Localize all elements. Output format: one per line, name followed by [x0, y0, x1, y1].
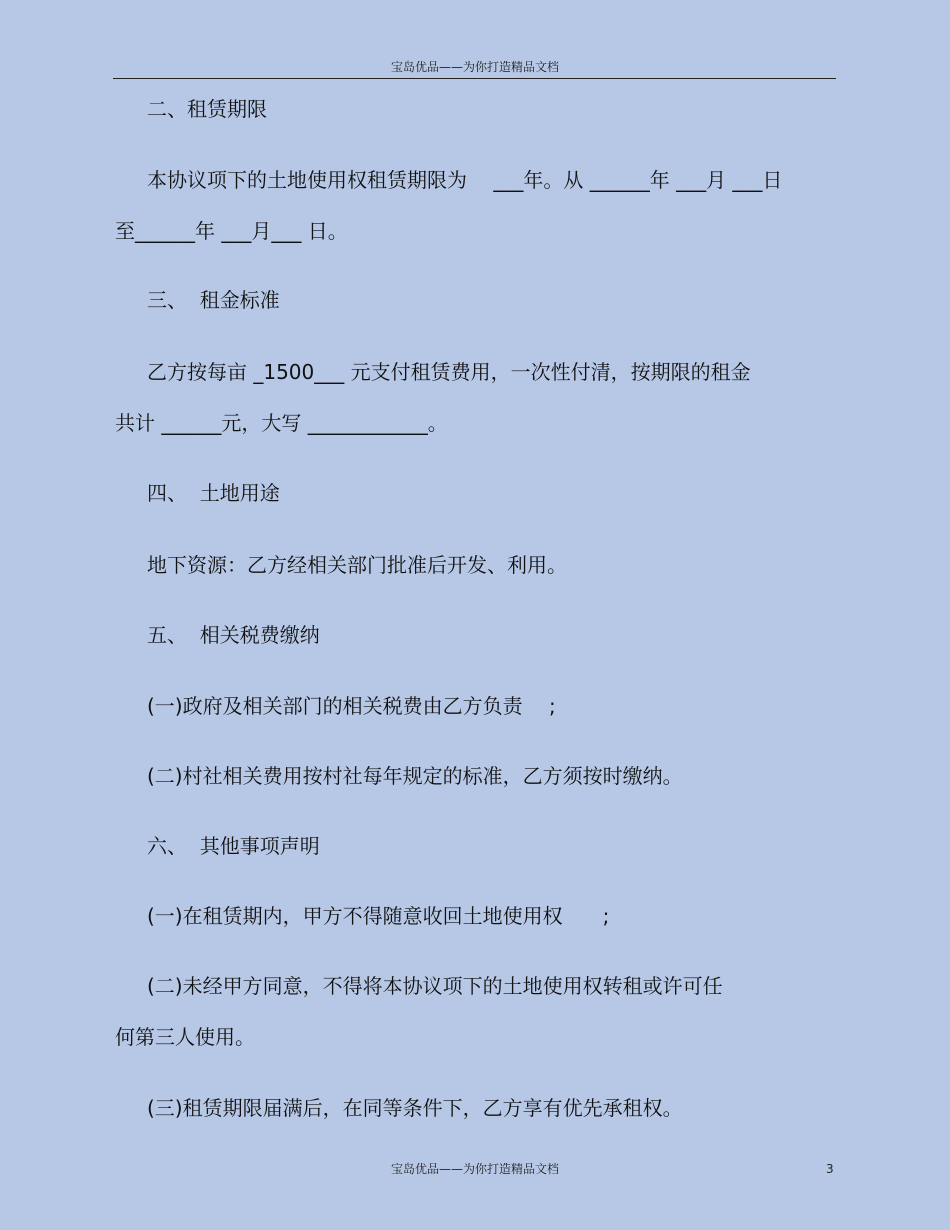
- heading-lease-term: 二、租赁期限: [147, 97, 267, 121]
- paragraph-line: (三)租赁期限届满后，在同等条件下，乙方享有优先承租权。: [147, 1096, 683, 1120]
- paragraph-line: (二)未经甲方同意，不得将本协议项下的土地使用权转租或许可任: [147, 974, 723, 998]
- heading-land-use: 四、 土地用途: [147, 481, 280, 505]
- heading-other-matters: 六、 其他事项声明: [147, 834, 320, 858]
- paragraph-line: 至______年 ___月___ 日。: [115, 219, 348, 243]
- paragraph-line: (二)村社相关费用按村社每年规定的标准，乙方须按时缴纳。: [147, 764, 683, 788]
- paragraph-line: 共计 ______元，大写 ____________。: [115, 411, 448, 435]
- page-footer: 宝岛优品——为你打造精品文档: [390, 1162, 559, 1176]
- heading-rent-standard: 三、 租金标准: [147, 288, 280, 312]
- header-rule: [113, 78, 836, 79]
- paragraph-line: 乙方按每亩 _1500___ 元支付租赁费用，一次性付清，按期限的租金: [147, 360, 751, 384]
- heading-taxes-fees: 五、 相关税费缴纳: [147, 623, 320, 647]
- paragraph-line: 本协议项下的土地使用权租赁期限为 ___年。从 ______年 ___月 ___日: [147, 168, 783, 192]
- page-header: 宝岛优品——为你打造精品文档: [390, 60, 559, 74]
- paragraph-line: (一)在租赁期内，甲方不得随意收回土地使用权 ;: [147, 904, 610, 928]
- page-number: 3: [826, 1162, 834, 1176]
- paragraph-line: 何第三人使用。: [115, 1025, 255, 1049]
- paragraph-line: (一)政府及相关部门的相关税费由乙方负责 ;: [147, 694, 556, 718]
- paragraph-line: 地下资源：乙方经相关部门批准后开发、利用。: [147, 553, 567, 577]
